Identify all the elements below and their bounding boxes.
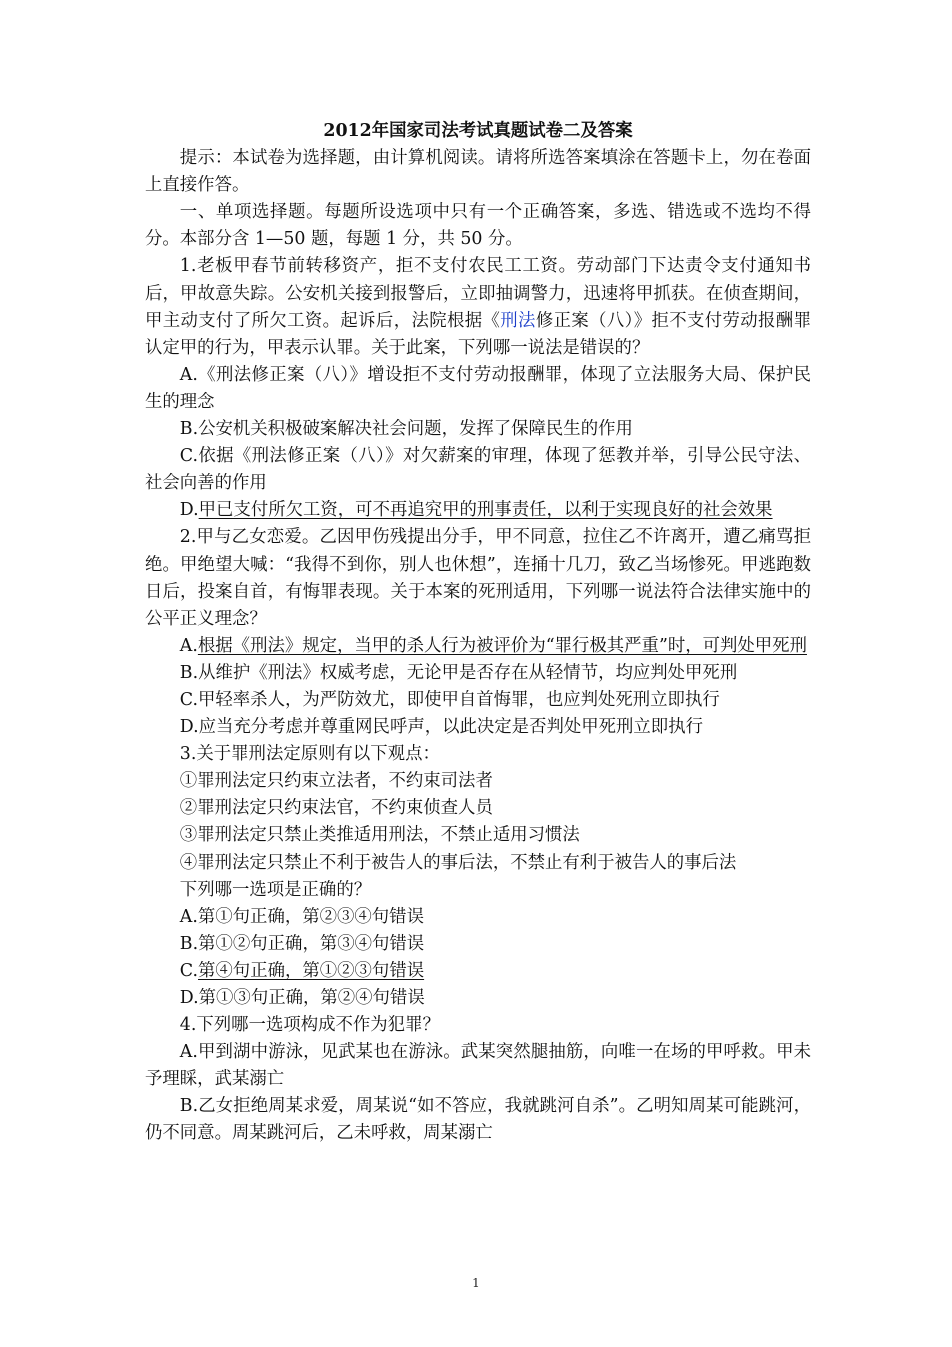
question-3-statement-1: ①罪刑法定只约束立法者，不约束司法者 (179, 771, 493, 792)
question-3-option-d: D.第①③句正确，第②④句错误 (179, 988, 425, 1008)
question-2-stem: 2.甲与乙女恋爱。乙因甲伤残提出分手，甲不同意，拉住乙不许离开，遭乙痛骂拒绝。甲绝望大喊：“我得不到你，别人也休想”，连捅十几刀，致乙当场惨死。甲逃跑数日后，投案自首，有悔罪表现。关于本案的死刑适用，下列哪一说法符合法律实施中的公平正义理念？ (145, 527, 811, 629)
option-letter: A. (179, 635, 198, 656)
question-3-option-a: A.第①句正确，第②③④句错误 (179, 906, 424, 927)
question-4-option-a: A.甲到湖中游泳，见武某也在游泳。武某突然腿抽筋，向唯一在场的甲呼救。甲未予理睬，武某溺亡 (145, 1042, 811, 1090)
page-number: 1 (472, 1276, 480, 1290)
question-3-option-c (145, 958, 811, 985)
option-letter: D. (179, 500, 199, 521)
exam-hint: 提示：本试卷为选择题，由计算机阅读。请将所选答案填涂在答题卡上，勿在卷面上直接作答。 (145, 148, 811, 196)
question-3-correct-answer: 第④句正确，第①②③句错误 (198, 960, 425, 981)
question-3-ask: 下列哪一选项是正确的？ (179, 879, 372, 900)
question-3-statement-4: ④罪刑法定只禁止不利于被告人的事后法，不禁止有利于被告人的事后法 (179, 852, 737, 873)
question-2-option-d: D.应当充分考虑并尊重网民呼声，以此决定是否判处甲死刑立即执行 (179, 717, 703, 738)
question-2-option-b: B.从维护《刑法》权威考虑，无论甲是否存在从轻情节，均应判处甲死刑 (179, 662, 738, 683)
question-1-option-b: B.公安机关积极破案解决社会问题，发挥了保障民生的作用 (179, 419, 633, 440)
question-1-correct-answer: 甲已支付所欠工资，可不再追究甲的刑事责任，以利于实现良好的社会效果 (198, 500, 773, 521)
question-1-stem-text: 1.老板甲春节前转移资产，拒不支付农民工工资。劳动部门下达责令支付通知书后，甲故意失踪。公安机关接到报警后，立即抽调警力，迅速将甲抓获。在侦查期间，甲主动支付了所欠工资。起诉后，法院根据《 (145, 256, 811, 331)
question-1-option-c: C.依据《刑法修正案（八）》对欠薪案的审理，体现了惩教并举，引导公民守法、社会向善的作用 (145, 446, 811, 494)
question-1-stem-text-end: 修正案（八）》拒不支付劳动报酬罪认定甲的行为，甲表示认罪。关于此案，下列哪一说法是错误的？ (145, 310, 811, 358)
question-3-option-b: B.第①②句正确，第③④句错误 (179, 933, 425, 954)
document-body (145, 118, 811, 1148)
question-4-option-b: B.乙女拒绝周某求爱，周某说“如不答应，我就跳河自杀”。乙明知周某可能跳河，仍不同意。周某跳河后，乙未呼救，周某溺亡 (145, 1096, 811, 1144)
question-2-option-a (145, 633, 811, 660)
criminal-law-link[interactable]: 刑法 (500, 310, 536, 331)
question-3-statement-3: ③罪刑法定只禁止类推适用刑法，不禁止适用习惯法 (179, 825, 580, 846)
question-2-option-c: C.甲轻率杀人，为严防效尤，即使甲自首悔罪，也应判处死刑立即执行 (179, 689, 720, 710)
question-3-stem: 3.关于罪刑法定原则有以下观点： (179, 744, 440, 765)
option-letter: C. (179, 960, 199, 981)
question-4-stem: 4.下列哪一选项构成不作为犯罪？ (179, 1015, 440, 1036)
section-instructions: 一、单项选择题。每题所设选项中只有一个正确答案，多选、错选或不选均不得分。本部分含 1—50 题，每题 1 分，共 50 分。 (145, 202, 811, 250)
document-title: 2012年国家司法考试真题试卷二及答案 (323, 121, 633, 141)
question-1-option-d (145, 497, 811, 524)
question-1-stem (145, 253, 811, 361)
question-3-statement-2: ②罪刑法定只约束法官，不约束侦查人员 (179, 798, 493, 819)
question-1-option-a: A.《刑法修正案（八）》增设拒不支付劳动报酬罪，体现了立法服务大局、保护民生的理念 (145, 364, 811, 412)
question-2-correct-answer: 根据《刑法》规定，当甲的杀人行为被评价为“罪行极其严重”时，可判处甲死刑 (197, 635, 807, 656)
